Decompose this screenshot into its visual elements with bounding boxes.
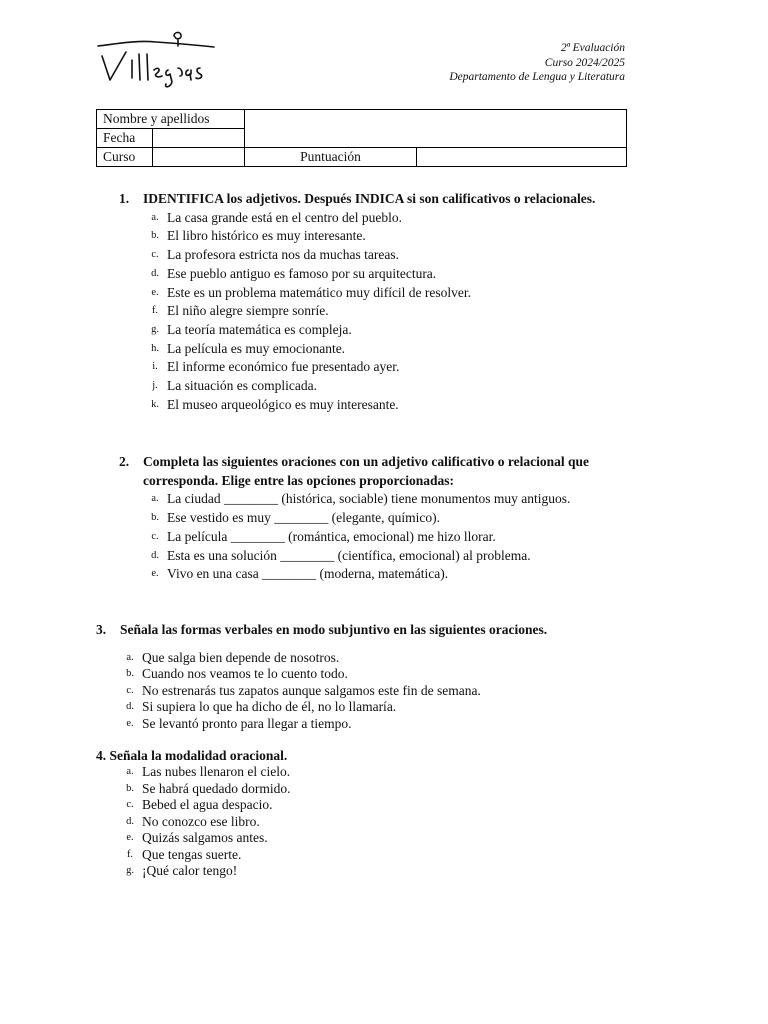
school-logo: [96, 30, 218, 92]
item-text: ¡Qué calor tengo!: [142, 863, 238, 878]
item-marker: h.: [151, 342, 159, 354]
item-text: La profesora estricta nos da muchas tareas.: [167, 247, 400, 263]
item-text: El libro histórico es muy interesante.: [167, 228, 366, 244]
question-2-title: Completa las siguientes oraciones con un adjetivo calificativo o relacional que corresponda. Elige entre las opciones proporcionadas:: [143, 454, 589, 488]
logo-text: Villegas: [96, 90, 100, 91]
course-year: Curso 2024/2025: [544, 56, 625, 69]
item-text: La situación es complicada.: [167, 378, 317, 394]
course-field[interactable]: [153, 148, 245, 167]
question-1-items: [143, 209, 627, 415]
item-text: Bebed el agua despacio.: [142, 797, 273, 812]
name-label: Nombre y apellidos: [97, 110, 245, 129]
list-item: [143, 377, 627, 396]
score-label: Puntuación: [245, 148, 417, 167]
item-text: Ese vestido es muy ________ (elegante, químico).: [167, 510, 440, 526]
list-item: [143, 565, 583, 584]
list-item: [143, 321, 627, 340]
item-text: Esta es una solución ________ (científica, emocional) al problema.: [167, 547, 531, 563]
item-marker: b.: [151, 230, 159, 242]
list-item: [143, 528, 583, 547]
list-item: [118, 781, 627, 798]
item-marker: f.: [126, 848, 134, 860]
item-text: El niño alegre siempre sonríe.: [167, 303, 329, 319]
item-marker: f.: [151, 305, 159, 317]
item-marker: g.: [151, 323, 159, 335]
item-marker: j.: [152, 380, 158, 392]
item-marker: c.: [126, 799, 134, 810]
item-marker: d.: [126, 815, 134, 827]
name-field[interactable]: [245, 110, 627, 148]
item-marker: e.: [151, 568, 159, 580]
item-marker: d.: [151, 267, 159, 279]
question-3-items: [118, 650, 627, 733]
list-item: [143, 490, 583, 509]
item-marker: b.: [151, 512, 159, 524]
list-item: [118, 716, 627, 733]
item-marker: c.: [151, 530, 159, 542]
list-item: [143, 302, 627, 321]
item-marker: e.: [126, 717, 134, 729]
list-item: [118, 683, 627, 700]
item-text: No conozco ese libro.: [142, 813, 260, 829]
item-marker: e.: [126, 832, 134, 843]
item-text: No estrenarás tus zapatos aunque salgamos este fin de semana.: [142, 682, 481, 698]
list-item: [143, 209, 627, 228]
item-marker: k.: [151, 398, 159, 410]
course-label: Curso: [97, 148, 153, 167]
question-2-items: [143, 490, 583, 584]
question-1-title: IDENTIFICA los adjetivos. Después INDICA si son calificativos o relacionales.: [143, 191, 596, 206]
item-marker: i.: [152, 361, 158, 373]
list-item: [143, 358, 627, 377]
list-item: [118, 666, 627, 683]
item-marker: e.: [151, 286, 159, 298]
item-marker: g.: [126, 865, 134, 876]
list-item: [143, 509, 583, 528]
list-item: [118, 830, 627, 847]
list-item: [143, 227, 627, 246]
list-item: [143, 340, 627, 359]
document-header: [449, 41, 625, 85]
item-text: Quizás salgamos antes.: [142, 830, 268, 845]
item-marker: a.: [151, 211, 159, 223]
item-marker: b.: [126, 782, 134, 794]
question-3-number: 3.: [96, 622, 107, 637]
question-2-number: 2.: [119, 454, 130, 469]
question-4-items: [118, 764, 627, 880]
item-text: La casa grande está en el centro del pueblo.: [167, 209, 403, 225]
question-4: [96, 747, 627, 880]
student-info-table: [96, 109, 627, 167]
item-text: Que tengas suerte.: [142, 846, 242, 862]
item-marker: a.: [151, 493, 159, 505]
list-item: [143, 547, 583, 566]
list-item: [118, 797, 627, 814]
list-item: [143, 246, 627, 265]
item-text: El informe económico fue presentado ayer.: [167, 359, 400, 375]
question-2: [119, 453, 627, 584]
item-text: Se levantó pronto para llegar a tiempo.: [142, 715, 352, 731]
item-text: Que salga bien depende de nosotros.: [142, 649, 340, 665]
list-item: [118, 650, 627, 667]
item-marker: d.: [151, 549, 159, 561]
score-field[interactable]: [417, 148, 627, 167]
list-item: [118, 764, 627, 781]
item-marker: a.: [126, 651, 134, 663]
evaluation-label: 2ª Evaluación: [560, 42, 625, 54]
item-text: Si supiera lo que ha dicho de él, no lo llamaría.: [142, 699, 397, 715]
item-text: La película ________ (romántica, emocional) me hizo llorar.: [167, 528, 496, 544]
item-text: Ese pueblo antiguo es famoso por su arquitectura.: [167, 265, 437, 281]
question-3: [96, 621, 627, 732]
list-item: [143, 284, 627, 303]
list-item: [118, 699, 627, 716]
item-marker: c.: [151, 249, 159, 261]
date-label: Fecha: [97, 129, 153, 148]
list-item: [143, 396, 627, 415]
question-3-title: Señala las formas verbales en modo subjuntivo en las siguientes oraciones.: [120, 622, 548, 637]
item-marker: c.: [126, 684, 134, 696]
list-item: [118, 863, 627, 880]
item-marker: d.: [126, 701, 134, 713]
question-4-title: 4. Señala la modalidad oracional.: [96, 748, 288, 763]
date-field[interactable]: [153, 129, 245, 148]
item-text: Cuando nos veamos te lo cuento todo.: [142, 666, 348, 682]
list-item: [143, 265, 627, 284]
item-text: Este es un problema matemático muy difícil de resolver.: [167, 284, 472, 300]
item-marker: b.: [126, 668, 134, 680]
question-1-number: 1.: [119, 191, 130, 206]
item-text: La teoría matemática es compleja.: [167, 321, 352, 337]
item-text: La ciudad ________ (histórica, sociable) tiene monumentos muy antiguos.: [167, 491, 571, 507]
item-text: Las nubes llenaron el cielo.: [142, 764, 291, 779]
department-name: Departamento de Lengua y Literatura: [449, 71, 625, 83]
item-text: Se habrá quedado dormido.: [142, 780, 291, 796]
item-marker: a.: [126, 766, 134, 777]
list-item: [118, 847, 627, 864]
item-text: El museo arqueológico es muy interesante.: [167, 396, 399, 412]
item-text: Vivo en una casa ________ (moderna, matemática).: [167, 566, 449, 582]
list-item: [118, 814, 627, 831]
item-text: La película es muy emocionante.: [167, 340, 346, 356]
question-1: [119, 190, 627, 414]
